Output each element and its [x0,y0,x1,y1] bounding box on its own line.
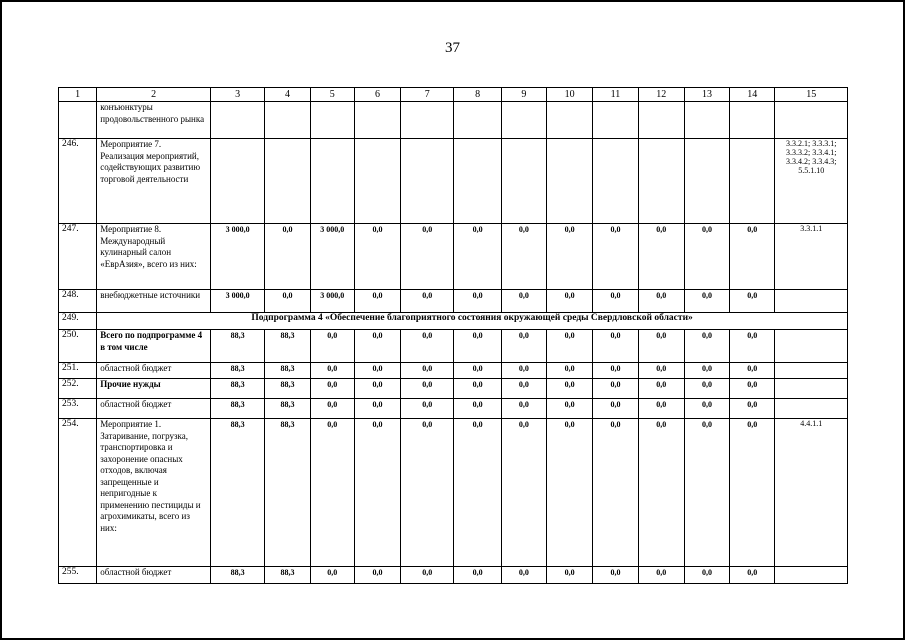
value-cell: 88,3 [210,567,264,584]
value-cell: 0,0 [401,224,454,290]
table-row [59,363,848,379]
value-cell: 88,3 [210,419,264,567]
row-number: 253. [59,399,97,419]
value-cell [354,102,400,139]
row-number: 255. [59,567,97,584]
value-cell: 0,0 [638,363,684,379]
value-cell: 0,0 [501,290,546,313]
target-code-cell [775,567,848,584]
target-code-cell [775,379,848,399]
value-cell [210,139,264,224]
value-cell: 0,0 [501,363,546,379]
target-code-cell [775,290,848,313]
value-cell: 0,0 [684,567,729,584]
value-cell: 88,3 [265,379,310,399]
value-cell: 0,0 [684,330,729,363]
value-cell: 0,0 [310,330,354,363]
row-name: конъюнктуры продовольственного рынка [97,102,211,139]
value-cell: 0,0 [454,290,501,313]
row-number: 248. [59,290,97,313]
column-header: 11 [593,88,638,102]
row-name: Мероприятие 1. Затаривание, погрузка, транспортировка и захоронение опасных отходов, включая запрещенные и непригодные к применению пестициды и агрохимикаты, всего из них: [97,419,211,567]
value-cell [730,139,775,224]
value-cell: 0,0 [310,419,354,567]
value-cell: 0,0 [638,567,684,584]
value-cell: 0,0 [684,224,729,290]
value-cell: 0,0 [593,330,638,363]
value-cell: 0,0 [501,224,546,290]
value-cell: 0,0 [454,399,501,419]
row-name: Мероприятие 7. Реализация мероприятий, содействующих развитию торговой деятельности [97,139,211,224]
value-cell [454,139,501,224]
column-header: 6 [354,88,400,102]
value-cell [401,139,454,224]
table-row [59,139,848,224]
value-cell: 88,3 [210,379,264,399]
value-cell: 0,0 [593,363,638,379]
column-header: 15 [775,88,848,102]
value-cell: 0,0 [730,567,775,584]
value-cell: 0,0 [547,399,593,419]
value-cell: 0,0 [730,290,775,313]
row-name: внебюджетные источники [97,290,211,313]
value-cell: 0,0 [310,363,354,379]
row-name: Всего по подпрограмме 4 в том числе [97,330,211,363]
value-cell: 0,0 [401,363,454,379]
table-row [59,419,848,567]
table-row [59,330,848,363]
value-cell: 0,0 [730,399,775,419]
row-name: Прочие нужды [97,379,211,399]
value-cell [310,139,354,224]
value-cell: 0,0 [593,290,638,313]
column-header: 13 [684,88,729,102]
value-cell [730,102,775,139]
value-cell: 0,0 [310,399,354,419]
value-cell: 0,0 [401,330,454,363]
target-code-cell [775,102,848,139]
target-code-cell [775,399,848,419]
column-header: 14 [730,88,775,102]
value-cell [501,139,546,224]
value-cell: 0,0 [638,419,684,567]
value-cell: 0,0 [501,567,546,584]
table-row [59,290,848,313]
value-cell: 0,0 [638,379,684,399]
value-cell: 0,0 [547,330,593,363]
value-cell: 88,3 [265,419,310,567]
value-cell [265,139,310,224]
value-cell: 0,0 [730,363,775,379]
value-cell: 0,0 [730,419,775,567]
value-cell [547,139,593,224]
value-cell [354,139,400,224]
value-cell: 0,0 [547,363,593,379]
value-cell: 88,3 [265,399,310,419]
value-cell [638,102,684,139]
value-cell: 0,0 [310,379,354,399]
value-cell: 0,0 [547,224,593,290]
value-cell: 0,0 [547,419,593,567]
value-cell: 0,0 [501,419,546,567]
column-header: 4 [265,88,310,102]
row-name: областной бюджет [97,363,211,379]
value-cell [684,139,729,224]
value-cell: 0,0 [593,224,638,290]
value-cell: 3 000,0 [310,224,354,290]
value-cell: 0,0 [547,567,593,584]
target-code-cell [775,363,848,379]
value-cell: 0,0 [730,379,775,399]
table-row [59,313,848,330]
row-number: 254. [59,419,97,567]
table-row [59,224,848,290]
value-cell: 0,0 [684,379,729,399]
value-cell: 0,0 [354,330,400,363]
column-header: 3 [210,88,264,102]
value-cell: 0,0 [354,363,400,379]
value-cell: 3 000,0 [310,290,354,313]
table-row [59,567,848,584]
value-cell [265,102,310,139]
value-cell: 0,0 [730,224,775,290]
column-header: 12 [638,88,684,102]
value-cell: 0,0 [593,567,638,584]
column-header: 5 [310,88,354,102]
value-cell: 0,0 [354,399,400,419]
row-number: 252. [59,379,97,399]
value-cell: 88,3 [265,567,310,584]
page-frame-left [0,0,2,640]
value-cell: 0,0 [730,330,775,363]
value-cell: 0,0 [401,567,454,584]
table-row [59,399,848,419]
column-header: 2 [97,88,211,102]
value-cell: 88,3 [210,399,264,419]
target-code-cell: 3.3.2.1; 3.3.3.1; 3.3.3.2; 3.3.4.1; 3.3.4.2; 3.3.4.3; 5.5.1.10 [775,139,848,224]
value-cell: 0,0 [684,290,729,313]
row-number [59,102,97,139]
value-cell: 0,0 [593,419,638,567]
value-cell: 0,0 [638,290,684,313]
value-cell: 0,0 [354,290,400,313]
column-header: 9 [501,88,546,102]
value-cell: 0,0 [265,224,310,290]
value-cell: 0,0 [454,419,501,567]
page-number: 37 [445,40,460,56]
target-code-cell [775,330,848,363]
value-cell [593,139,638,224]
value-cell [684,102,729,139]
value-cell: 88,3 [265,363,310,379]
value-cell: 0,0 [454,330,501,363]
row-number: 251. [59,363,97,379]
value-cell: 3 000,0 [210,224,264,290]
table-row [59,379,848,399]
value-cell: 88,3 [210,330,264,363]
value-cell: 0,0 [401,419,454,567]
value-cell: 0,0 [593,379,638,399]
value-cell: 0,0 [454,224,501,290]
value-cell: 0,0 [638,224,684,290]
row-number: 249. [59,313,97,330]
value-cell: 0,0 [310,567,354,584]
value-cell: 0,0 [638,399,684,419]
value-cell [210,102,264,139]
value-cell: 0,0 [454,567,501,584]
row-name: Мероприятие 8. Международный кулинарный салон «ЕврАзия», всего из них: [97,224,211,290]
row-name: областной бюджет [97,399,211,419]
row-number: 250. [59,330,97,363]
row-number: 246. [59,139,97,224]
value-cell: 0,0 [501,330,546,363]
value-cell: 3 000,0 [210,290,264,313]
value-cell [501,102,546,139]
value-cell: 0,0 [684,419,729,567]
value-cell [310,102,354,139]
value-cell [593,102,638,139]
value-cell: 0,0 [401,379,454,399]
value-cell [547,102,593,139]
value-cell [401,102,454,139]
value-cell: 0,0 [354,567,400,584]
value-cell: 0,0 [354,419,400,567]
table-row [59,102,848,139]
value-cell: 0,0 [454,363,501,379]
value-cell [638,139,684,224]
value-cell: 0,0 [547,290,593,313]
row-number: 247. [59,224,97,290]
target-code-cell: 4.4.1.1 [775,419,848,567]
value-cell: 0,0 [354,379,400,399]
value-cell: 0,0 [354,224,400,290]
column-header: 7 [401,88,454,102]
row-name: областной бюджет [97,567,211,584]
value-cell: 0,0 [501,399,546,419]
value-cell: 0,0 [547,379,593,399]
value-cell: 0,0 [401,290,454,313]
column-header: 1 [59,88,97,102]
column-header: 8 [454,88,501,102]
value-cell: 0,0 [265,290,310,313]
value-cell: 88,3 [210,363,264,379]
value-cell: 0,0 [684,363,729,379]
value-cell: 0,0 [638,330,684,363]
page-frame-top [0,0,905,2]
value-cell: 0,0 [684,399,729,419]
column-header: 10 [547,88,593,102]
value-cell: 0,0 [454,379,501,399]
subprogram-title: Подпрограмма 4 «Обеспечение благоприятного состояния окружающей среды Свердловской области» [97,313,848,330]
table-header-row [59,88,848,102]
value-cell: 0,0 [593,399,638,419]
value-cell: 88,3 [265,330,310,363]
budget-table [58,87,848,584]
value-cell: 0,0 [401,399,454,419]
value-cell: 0,0 [501,379,546,399]
value-cell [454,102,501,139]
target-code-cell: 3.3.1.1 [775,224,848,290]
